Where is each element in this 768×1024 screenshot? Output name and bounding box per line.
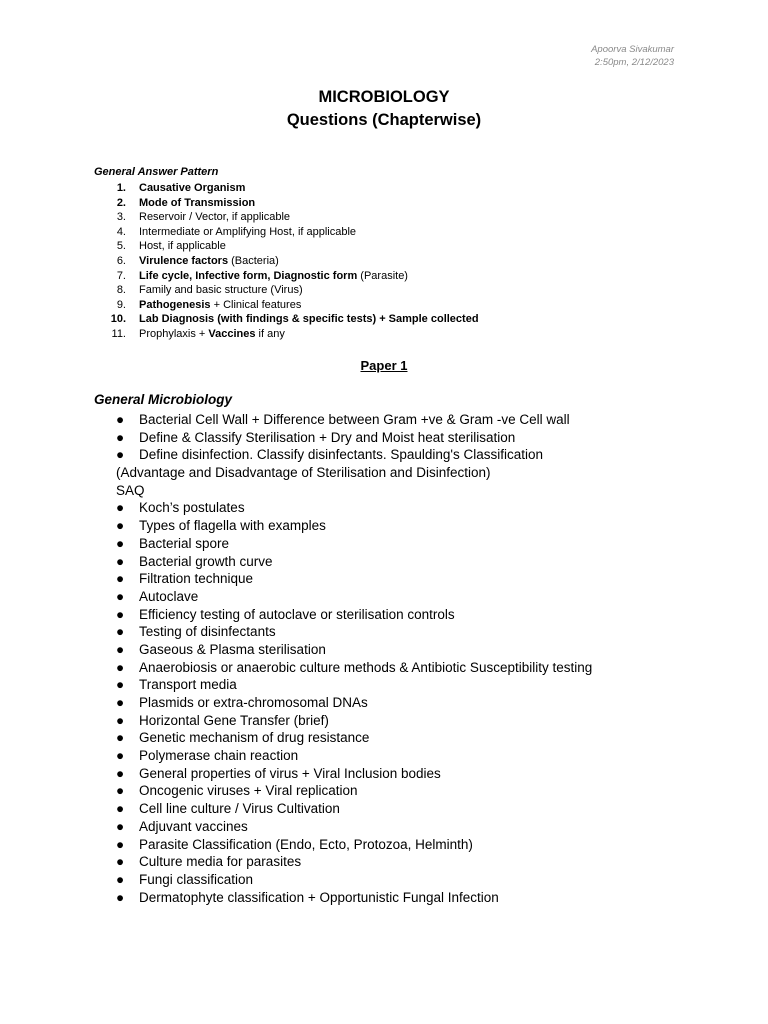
list-item bbox=[116, 729, 592, 747]
line-text: Anaerobiosis or anaerobic culture methods & Antibiotic Susceptibility testing bbox=[139, 659, 593, 675]
list-item bbox=[116, 499, 592, 517]
list-item bbox=[116, 889, 592, 907]
item-text-bold: Virulence factors bbox=[139, 254, 229, 267]
bullet-icon: ● bbox=[116, 447, 125, 463]
paper-heading: Paper 1 bbox=[360, 358, 408, 373]
line-text: (Advantage and Disadvantage of Sterilisation and Disinfection) bbox=[116, 465, 491, 481]
line-text: Culture media for parasites bbox=[139, 854, 302, 870]
answer-pattern-item bbox=[94, 225, 479, 240]
list-item bbox=[116, 446, 592, 464]
text-line bbox=[116, 464, 592, 482]
bullet-icon: ● bbox=[116, 606, 125, 622]
bullet-icon: ● bbox=[116, 871, 125, 887]
bullet-icon: ● bbox=[116, 783, 125, 799]
answer-pattern-heading: General Answer Pattern bbox=[94, 166, 219, 178]
bullet-icon: ● bbox=[116, 748, 125, 764]
bullet-icon: ● bbox=[116, 765, 125, 781]
list-item bbox=[116, 836, 592, 854]
list-number: 1. bbox=[116, 182, 126, 194]
list-item bbox=[116, 800, 592, 818]
text-line bbox=[116, 482, 592, 500]
line-text: Filtration technique bbox=[139, 571, 254, 587]
answer-pattern-item bbox=[94, 196, 479, 211]
title-line-1: MICROBIOLOGY bbox=[318, 88, 450, 106]
list-number: 6. bbox=[116, 254, 126, 267]
answer-pattern-item bbox=[94, 239, 479, 254]
list-number: 3. bbox=[116, 211, 126, 224]
list-item bbox=[116, 641, 592, 659]
item-text: Prophylaxis + bbox=[139, 327, 209, 340]
list-item bbox=[116, 853, 592, 871]
list-item bbox=[116, 765, 592, 783]
list-item bbox=[116, 623, 592, 641]
list-item bbox=[116, 712, 592, 730]
line-text: Oncogenic viruses + Viral replication bbox=[139, 783, 358, 799]
list-number: 9. bbox=[116, 298, 126, 311]
list-number: 2. bbox=[116, 196, 126, 209]
line-text: Efficiency testing of autoclave or sterilisation controls bbox=[139, 606, 455, 622]
line-text: Gaseous & Plasma sterilisation bbox=[139, 641, 326, 657]
answer-pattern-item bbox=[94, 210, 479, 225]
line-text: Bacterial growth curve bbox=[139, 553, 273, 569]
list-number: 4. bbox=[116, 225, 126, 238]
line-text: Koch’s postulates bbox=[139, 500, 245, 516]
item-text: Mode of Transmission bbox=[139, 196, 256, 209]
list-item bbox=[116, 871, 592, 889]
answer-pattern-item bbox=[94, 254, 479, 269]
bullet-icon: ● bbox=[116, 854, 125, 870]
bullet-icon: ● bbox=[116, 677, 125, 693]
line-text: SAQ bbox=[116, 482, 145, 498]
line-text: Types of flagella with examples bbox=[139, 518, 326, 534]
list-item bbox=[116, 782, 592, 800]
list-item bbox=[116, 694, 592, 712]
item-text: Intermediate or Amplifying Host, if applicable bbox=[139, 225, 357, 238]
line-text: Parasite Classification (Endo, Ecto, Protozoa, Helminth) bbox=[139, 836, 473, 852]
bullet-icon: ● bbox=[116, 641, 125, 657]
bullet-icon: ● bbox=[116, 730, 125, 746]
item-text: (Bacteria) bbox=[228, 254, 279, 267]
answer-pattern-list bbox=[94, 181, 479, 342]
list-item bbox=[116, 818, 592, 836]
section-content bbox=[116, 411, 592, 906]
line-text: Fungi classification bbox=[139, 871, 254, 887]
list-item bbox=[116, 747, 592, 765]
document-title bbox=[0, 86, 768, 132]
bullet-icon: ● bbox=[116, 571, 125, 587]
line-text: Define disinfection. Classify disinfectants. Spaulding's Classification bbox=[139, 447, 544, 463]
line-text: Bacterial spore bbox=[139, 535, 230, 551]
list-number: 10. bbox=[110, 313, 126, 326]
list-item bbox=[116, 659, 592, 677]
item-text-bold: Vaccines bbox=[208, 327, 256, 340]
bullet-icon: ● bbox=[116, 889, 125, 905]
line-text: Dermatophyte classification + Opportunistic Fungal Infection bbox=[139, 889, 499, 905]
line-text: Transport media bbox=[139, 677, 237, 693]
item-text: Reservoir / Vector, if applicable bbox=[139, 211, 291, 224]
item-text: Host, if applicable bbox=[139, 240, 226, 253]
item-text: Lab Diagnosis (with findings & specific tests) + Sample collected bbox=[139, 313, 479, 326]
answer-pattern-item bbox=[94, 283, 479, 298]
answer-pattern-item bbox=[94, 181, 479, 196]
author-name: Apoorva Sivakumar bbox=[591, 44, 674, 55]
answer-pattern-item bbox=[94, 269, 479, 284]
section-heading: General Microbiology bbox=[94, 392, 233, 407]
list-number: 11. bbox=[111, 327, 126, 340]
title-line-2: Questions (Chapterwise) bbox=[286, 111, 482, 129]
list-item bbox=[116, 606, 592, 624]
bullet-icon: ● bbox=[116, 624, 125, 640]
line-text: Define & Classify Sterilisation + Dry and Moist heat sterilisation bbox=[139, 429, 516, 445]
list-item bbox=[116, 429, 592, 447]
bullet-icon: ● bbox=[116, 518, 125, 534]
answer-pattern-item bbox=[94, 327, 479, 342]
timestamp: 2:50pm, 2/12/2023 bbox=[594, 57, 674, 68]
line-text: Autoclave bbox=[139, 588, 199, 604]
line-text: Testing of disinfectants bbox=[139, 624, 276, 640]
list-item bbox=[116, 553, 592, 571]
item-text-bold: Life cycle, Infective form, Diagnostic form bbox=[139, 269, 358, 282]
answer-pattern-item bbox=[94, 298, 479, 313]
bullet-icon: ● bbox=[116, 836, 125, 852]
bullet-icon: ● bbox=[116, 659, 125, 675]
line-text: General properties of virus + Viral Inclusion bodies bbox=[139, 765, 441, 781]
item-text: + Clinical features bbox=[210, 298, 302, 311]
bullet-icon: ● bbox=[116, 695, 125, 710]
bullet-icon: ● bbox=[116, 500, 125, 516]
list-number: 7. bbox=[116, 269, 126, 282]
list-number: 8. bbox=[116, 284, 126, 297]
line-text: Polymerase chain reaction bbox=[139, 748, 299, 764]
bullet-icon: ● bbox=[116, 588, 125, 604]
line-text: Plasmids or extra-chromosomal DNAs bbox=[139, 695, 368, 710]
list-item bbox=[116, 676, 592, 694]
list-item bbox=[116, 570, 592, 588]
bullet-icon: ● bbox=[116, 818, 125, 834]
line-text: Horizontal Gene Transfer (brief) bbox=[139, 712, 329, 728]
bullet-icon: ● bbox=[116, 801, 125, 817]
list-item bbox=[116, 588, 592, 606]
list-item bbox=[116, 411, 592, 429]
bullet-icon: ● bbox=[116, 412, 125, 427]
bullet-icon: ● bbox=[116, 553, 125, 569]
item-text: (Parasite) bbox=[357, 269, 408, 282]
line-text: Cell line culture / Virus Cultivation bbox=[139, 801, 340, 817]
item-text: Causative Organism bbox=[139, 182, 246, 194]
item-text: Family and basic structure (Virus) bbox=[139, 284, 303, 297]
line-text: Adjuvant vaccines bbox=[139, 818, 248, 834]
document-meta bbox=[591, 43, 674, 69]
line-text: Bacterial Cell Wall + Difference between Gram +ve & Gram -ve Cell wall bbox=[139, 412, 570, 427]
list-number: 5. bbox=[116, 240, 126, 253]
list-item bbox=[116, 517, 592, 535]
list-item bbox=[116, 535, 592, 553]
answer-pattern-item bbox=[94, 312, 479, 327]
bullet-icon: ● bbox=[116, 429, 125, 445]
bullet-icon: ● bbox=[116, 535, 125, 551]
item-text: if any bbox=[255, 327, 285, 340]
line-text: Genetic mechanism of drug resistance bbox=[139, 730, 370, 746]
bullet-icon: ● bbox=[116, 712, 125, 728]
item-text-bold: Pathogenesis bbox=[139, 298, 211, 311]
